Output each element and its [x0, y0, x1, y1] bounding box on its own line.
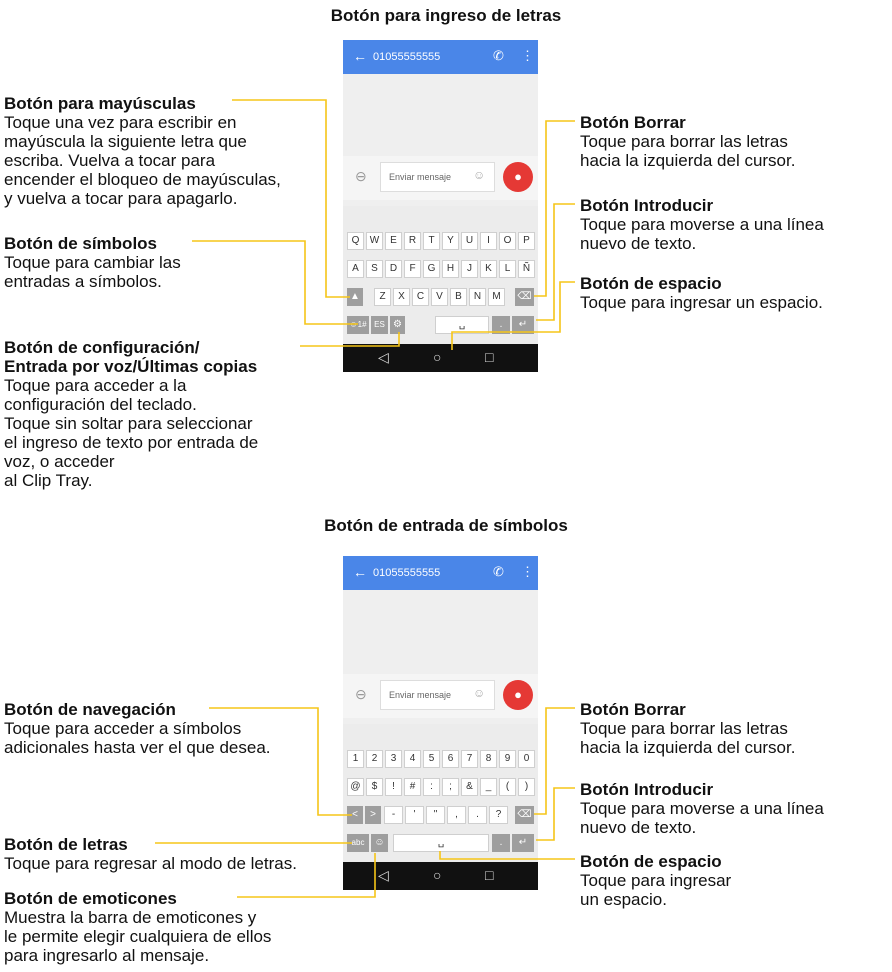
space-key[interactable]: ␣: [393, 834, 489, 852]
nav-left-key[interactable]: <: [347, 806, 363, 824]
key[interactable]: .: [468, 806, 487, 824]
key[interactable]: ': [405, 806, 424, 824]
key[interactable]: S: [366, 260, 383, 278]
key[interactable]: ": [426, 806, 445, 824]
callout-text: Toque para ingresar un espacio.: [580, 293, 823, 312]
symbols-key[interactable]: ☺1#: [347, 316, 369, 334]
key[interactable]: D: [385, 260, 402, 278]
attach-icon[interactable]: ⊖: [355, 168, 367, 184]
callout-title: Botón Introducir: [580, 780, 714, 799]
key[interactable]: C: [412, 288, 429, 306]
more-icon[interactable]: ⋮: [521, 564, 534, 579]
callout-title: Botón de espacio: [580, 852, 722, 871]
callout-title: Botón Borrar: [580, 700, 686, 719]
callout-text: Toque una vez para escribir en: [4, 113, 237, 132]
home-nav-icon[interactable]: ○: [433, 349, 442, 365]
avatar[interactable]: ●: [503, 680, 533, 710]
key[interactable]: (: [499, 778, 516, 796]
call-icon[interactable]: ✆: [493, 564, 504, 579]
app-bar: [343, 40, 538, 74]
callout-letters: [4, 835, 297, 873]
callout-text: Toque para cambiar las: [4, 253, 181, 272]
phone-symbols: [343, 556, 538, 890]
callout-text: nuevo de texto.: [580, 818, 697, 837]
more-icon[interactable]: ⋮: [521, 48, 534, 63]
callout-symbols: [4, 234, 181, 291]
compose-bar: [343, 674, 538, 718]
language-key[interactable]: ES: [371, 316, 388, 334]
message-input[interactable]: Enviar mensaje: [380, 680, 495, 710]
key[interactable]: &: [461, 778, 478, 796]
key[interactable]: E: [385, 232, 402, 250]
callout-title: Botón de navegación: [4, 700, 176, 719]
keyboard-symbols: [343, 724, 538, 862]
key[interactable]: ,: [447, 806, 466, 824]
key[interactable]: ?: [489, 806, 508, 824]
key[interactable]: ): [518, 778, 535, 796]
key[interactable]: Y: [442, 232, 459, 250]
nav-bar: [343, 344, 538, 372]
phone-letters: [343, 40, 538, 372]
key[interactable]: Z: [374, 288, 391, 306]
phone-number: 01055555555: [373, 567, 441, 579]
call-icon[interactable]: ✆: [493, 48, 504, 63]
key[interactable]: U: [461, 232, 478, 250]
callout-text: Toque para acceder a la: [4, 376, 187, 395]
home-nav-icon[interactable]: ○: [433, 867, 442, 883]
key[interactable]: _: [480, 778, 497, 796]
key[interactable]: 6: [442, 750, 459, 768]
key[interactable]: 3: [385, 750, 402, 768]
callout-title: Botón de letras: [4, 835, 128, 854]
key[interactable]: !: [385, 778, 402, 796]
key[interactable]: 9: [499, 750, 516, 768]
key[interactable]: R: [404, 232, 421, 250]
key[interactable]: K: [480, 260, 497, 278]
section-title-symbols: Botón de entrada de símbolos: [324, 516, 568, 535]
callout-text: hacia la izquierda del cursor.: [580, 151, 796, 170]
delete-key[interactable]: ⌫: [515, 288, 534, 306]
key[interactable]: :: [423, 778, 440, 796]
space-key[interactable]: ␣: [435, 316, 489, 334]
nav-right-key[interactable]: >: [365, 806, 381, 824]
app-bar: [343, 556, 538, 590]
callout-space-2: [580, 852, 731, 909]
emoticons-key[interactable]: ☺: [371, 834, 388, 852]
key[interactable]: 5: [423, 750, 440, 768]
delete-key[interactable]: ⌫: [515, 806, 534, 824]
key[interactable]: J: [461, 260, 478, 278]
callout-text: Muestra la barra de emoticones y: [4, 908, 257, 927]
message-input[interactable]: Enviar mensaje: [380, 162, 495, 192]
callout-title: Botón de símbolos: [4, 234, 157, 253]
callout-enter-2: [580, 780, 824, 837]
callout-text: Toque para ingresar: [580, 871, 732, 890]
avatar[interactable]: ●: [503, 162, 533, 192]
key[interactable]: ;: [442, 778, 459, 796]
period-key[interactable]: .: [492, 834, 510, 852]
callout-delete-2: [580, 700, 795, 757]
callout-text: al Clip Tray.: [4, 471, 93, 490]
period-key[interactable]: .: [492, 316, 510, 334]
callout-caps: [4, 94, 281, 208]
callout-text: Toque para borrar las letras: [580, 132, 788, 151]
recents-nav-icon[interactable]: □: [485, 867, 494, 883]
key[interactable]: M: [488, 288, 505, 306]
callout-text: Toque para moverse a una línea: [580, 799, 824, 818]
callout-text: Toque sin soltar para seleccionar: [4, 414, 253, 433]
key[interactable]: V: [431, 288, 448, 306]
callout-config: [4, 338, 258, 490]
phone-number: 01055555555: [373, 51, 441, 63]
callout-text: nuevo de texto.: [580, 234, 697, 253]
callout-text: Toque para borrar las letras: [580, 719, 788, 738]
key[interactable]: L: [499, 260, 516, 278]
key[interactable]: T: [423, 232, 440, 250]
callout-text: le permite elegir cualquiera de ellos: [4, 927, 272, 946]
shift-key[interactable]: ▲: [347, 288, 363, 306]
nav-bar: [343, 862, 538, 890]
key[interactable]: 2: [366, 750, 383, 768]
callout-title: Botón de espacio: [580, 274, 722, 293]
key[interactable]: B: [450, 288, 467, 306]
recents-nav-icon[interactable]: □: [485, 349, 494, 365]
key[interactable]: H: [442, 260, 459, 278]
callout-text: para ingresarlo al mensaje.: [4, 946, 210, 965]
callout-text: Toque para moverse a una línea: [580, 215, 824, 234]
settings-key[interactable]: ⚙: [390, 316, 405, 334]
back-arrow-icon[interactable]: ←: [353, 564, 367, 580]
key[interactable]: P: [518, 232, 535, 250]
callout-title: Botón de configuración/: [4, 338, 200, 357]
callout-text: un espacio.: [580, 890, 667, 909]
key[interactable]: 8: [480, 750, 497, 768]
callout-enter: [580, 196, 824, 253]
key[interactable]: Ñ: [518, 260, 535, 278]
back-nav-icon[interactable]: ◁: [378, 867, 389, 883]
key[interactable]: G: [423, 260, 440, 278]
section-title-letters: Botón para ingreso de letras: [330, 6, 562, 25]
attach-icon[interactable]: ⊖: [355, 686, 367, 702]
key[interactable]: #: [404, 778, 421, 796]
compose-bar: [343, 156, 538, 200]
key[interactable]: -: [384, 806, 403, 824]
callout-text: mayúscula la siguiente letra que: [4, 132, 247, 151]
enter-key[interactable]: ↵: [512, 316, 534, 334]
key[interactable]: $: [366, 778, 383, 796]
callout-text: encender el bloqueo de mayúsculas,: [4, 170, 281, 189]
key[interactable]: 4: [404, 750, 421, 768]
callout-emoji: [4, 889, 271, 965]
emoji-icon[interactable]: ☺: [473, 686, 486, 700]
key[interactable]: F: [404, 260, 421, 278]
key[interactable]: X: [393, 288, 410, 306]
callout-delete: [580, 113, 795, 170]
key[interactable]: A: [347, 260, 364, 278]
back-arrow-icon[interactable]: ←: [353, 48, 367, 64]
callout-text: el ingreso de texto por entrada de: [4, 433, 259, 452]
callout-title: Entrada por voz/Últimas copias: [4, 357, 258, 376]
callout-text: escriba. Vuelva a tocar para: [4, 151, 216, 170]
key[interactable]: O: [499, 232, 516, 250]
callout-text: Toque para acceder a símbolos: [4, 719, 242, 738]
callout-text: voz, o acceder: [4, 452, 115, 471]
callout-text: y vuelva a tocar para apagarlo.: [4, 189, 238, 208]
callout-space: [580, 274, 823, 312]
key[interactable]: Q: [347, 232, 364, 250]
key[interactable]: N: [469, 288, 486, 306]
keyboard-letters: [343, 206, 538, 344]
callout-title: Botón para mayúsculas: [4, 94, 196, 113]
callout-text: adicionales hasta ver el que desea.: [4, 738, 271, 757]
key[interactable]: W: [366, 232, 383, 250]
callout-title: Botón Introducir: [580, 196, 714, 215]
callout-text: hacia la izquierda del cursor.: [580, 738, 796, 757]
key[interactable]: 1: [347, 750, 364, 768]
key[interactable]: 7: [461, 750, 478, 768]
callout-title: Botón de emoticones: [4, 889, 177, 908]
callout-title: Botón Borrar: [580, 113, 686, 132]
back-nav-icon[interactable]: ◁: [378, 349, 389, 365]
key[interactable]: @: [347, 778, 364, 796]
key[interactable]: 0: [518, 750, 535, 768]
callout-nav: [4, 700, 271, 757]
letters-key[interactable]: abc: [347, 834, 369, 852]
enter-key[interactable]: ↵: [512, 834, 534, 852]
callout-text: entradas a símbolos.: [4, 272, 162, 291]
emoji-icon[interactable]: ☺: [473, 168, 486, 182]
key[interactable]: I: [480, 232, 497, 250]
callout-text: Toque para regresar al modo de letras.: [4, 854, 297, 873]
callout-text: configuración del teclado.: [4, 395, 197, 414]
